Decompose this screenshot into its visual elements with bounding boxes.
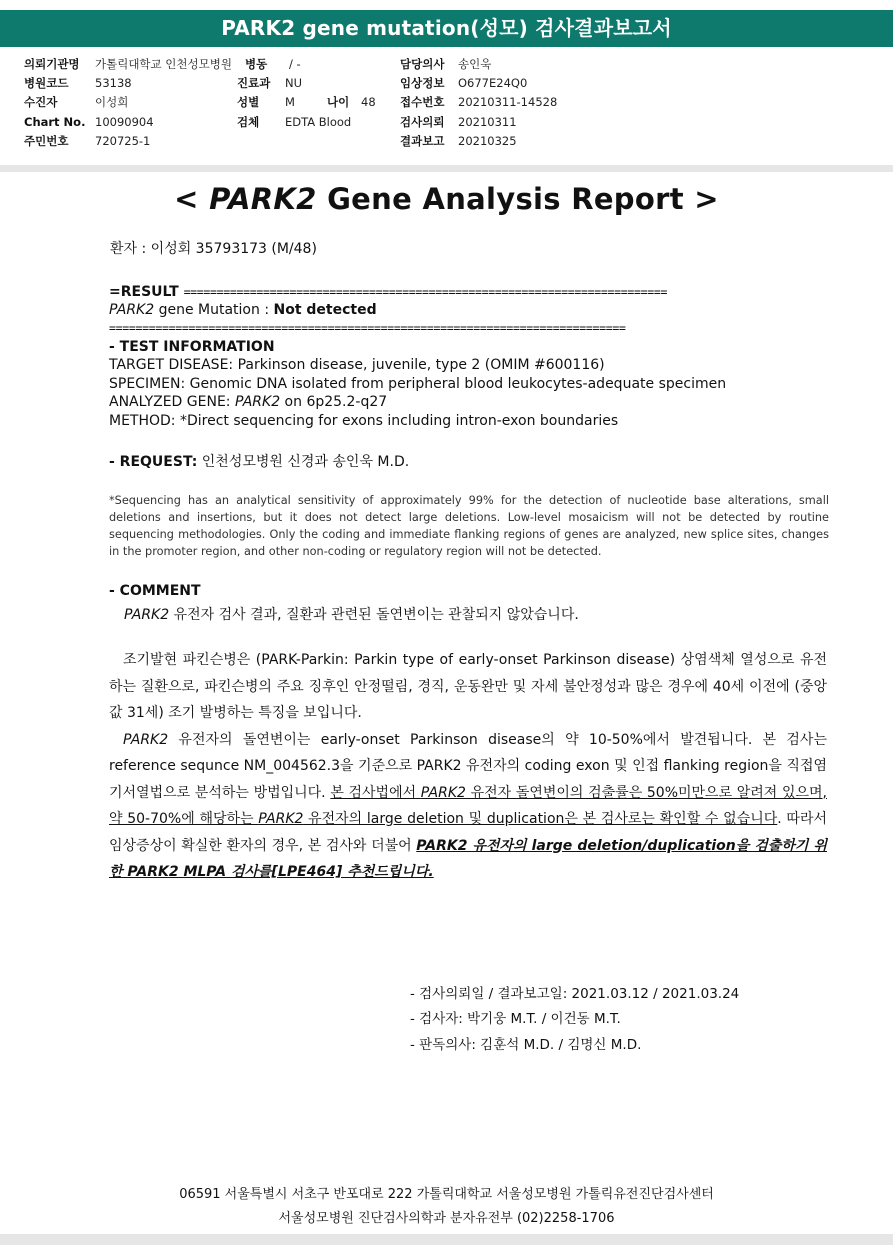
result-gene: PARK2: [109, 302, 155, 318]
value-patient: 이성희: [95, 95, 129, 109]
comment-heading: - COMMENT: [109, 583, 201, 599]
value-report-date: 20210325: [458, 134, 517, 148]
report-heading-prefix: <: [174, 182, 210, 216]
label-report-date: 결과보고: [400, 134, 445, 148]
value-chart-no: 10090904: [95, 115, 154, 129]
request-label: - REQUEST:: [109, 454, 198, 470]
label-receipt-no: 접수번호: [400, 95, 445, 109]
header-row-1: [0, 55, 893, 73]
signature-technicians: - 검사자: 박기웅 M.T. / 이건동 M.T.: [410, 1011, 621, 1027]
value-specimen: EDTA Blood: [285, 115, 352, 129]
para2-underline-1: 본 검사법에서: [330, 784, 421, 801]
value-doctor: 송인욱: [458, 57, 492, 71]
comment-body: [109, 647, 827, 886]
footer-address: 06591 서울특별시 서초구 반포대로 222 가톨릭대학교 서울성모병원 가톨릭유전진단검사센터: [179, 1187, 714, 1202]
label-doctor: 담당의사: [400, 57, 445, 71]
method-line: METHOD: *Direct sequencing for exons including intron-exon boundaries: [109, 413, 619, 429]
analyzed-gene-prefix: ANALYZED GENE:: [109, 394, 235, 410]
para2-underline-gene: PARK2: [420, 784, 466, 801]
comment-summary: [124, 604, 579, 624]
comment-paragraph-2: [109, 727, 827, 886]
value-receipt-no: 20210311-14528: [458, 95, 558, 109]
analyzed-gene-line: [109, 393, 387, 412]
value-sex: M: [285, 95, 295, 109]
label-department: 진료과: [237, 76, 271, 90]
signature-dates: - 검사의뢰일 / 결과보고일: 2021.03.12 / 2021.03.24: [410, 986, 740, 1002]
result-bottom-divider: ==============================================================================: [109, 321, 626, 335]
label-sex: 성별: [237, 95, 260, 109]
report-heading: [0, 182, 893, 216]
header-separator-band: [0, 165, 893, 172]
label-hospital-code: 병원코드: [24, 76, 69, 90]
label-age: 나이: [327, 95, 350, 109]
header-row-3: [0, 93, 893, 111]
para2-recommendation: PARK2 유전자의 large deletion/duplication을 검출하기 위한 PARK2 MLPA 검사를[LPE464] 추천드립니다.: [109, 837, 827, 880]
label-specimen: 검체: [237, 115, 260, 129]
para2-text-b: . 따라서 임상증상이 확실한 환자의 경우, 본 검사와 더불어: [109, 811, 827, 854]
analyzed-gene-suffix: on 6p25.2-q27: [280, 394, 388, 410]
value-department: NU: [285, 76, 303, 90]
header-info: [0, 55, 893, 167]
value-age: 48: [361, 95, 376, 109]
comment-paragraph-1: 조기발현 파킨슨병은 (PARK-Parkin: Parkin type of early-onset Parkinson disease) 상염색체 열성으로 유전하는 질환으로, 파킨슨병의 주요 징후인 안정떨림, 경직, 운동완만 및 자세 불안정성과 많은 경우에 40세 이전에 (중앙값 31세) 조기 발병하는 특징을 보입니다.: [109, 652, 827, 721]
header-row-5: [0, 132, 893, 150]
label-resident-no: 주민번호: [24, 134, 69, 148]
analyzed-gene: PARK2: [234, 394, 281, 410]
sequencing-note: *Sequencing has an analytical sensitivity of approximately 99% for the detection of nucleotide base alterations, small deletions and insertions, but it does not detect large deletions. Low-level mosaicism will not be detected by routine sequencing methodologies. Only the coding and immediate flanking regions of genes are analyzed, new splice sites, changes in the promoter region, and other non-coding or regulatory region will not be detected.: [109, 494, 829, 558]
label-patient: 수진자: [24, 95, 58, 109]
para2-underline-gene-2: PARK2: [258, 811, 304, 827]
header-row-2: [0, 74, 893, 92]
para2-gene: PARK2: [123, 731, 169, 748]
request-value: 인천성모병원 신경과 송인욱 M.D.: [197, 454, 410, 470]
result-label: gene Mutation :: [154, 302, 274, 318]
para2-text-a: 유전자의 돌연변이는 early-onset Parkinson disease의 약 10-50%에서 발견됩니다. 본 검사는 reference sequnce NM_004562.3을 기준으로 PARK2 유전자의 coding exon 및 인접 flanking region을 직접염기서열법으로 분석하는 방법입니다.: [109, 731, 827, 801]
comment-summary-gene: PARK2: [124, 607, 170, 623]
value-request-date: 20210311: [458, 115, 517, 129]
label-requesting-institution: 의뢰기관명: [24, 57, 80, 71]
result-value: Not detected: [273, 302, 377, 318]
para2-underline-2: 유전자 돌연변이의 검출률은 50%미만으로 알려져 있으며, 약 50-70%에 해당하는: [109, 784, 828, 827]
label-clinical-info: 임상정보: [400, 76, 445, 90]
label-chart-no: Chart No.: [24, 115, 86, 129]
label-ward: 병동: [245, 57, 268, 71]
result-line: [109, 301, 377, 320]
report-heading-gene: PARK2: [209, 182, 317, 216]
value-resident-no: 720725-1: [95, 134, 151, 148]
signature-physicians: - 판독의사: 김훈석 M.D. / 김명신 M.D.: [410, 1037, 642, 1053]
footer-department: 서울성모병원 진단검사의학과 분자유전부 (02)2258-1706: [278, 1211, 615, 1226]
target-disease: TARGET DISEASE: Parkinson disease, juvenile, type 2 (OMIM #600116): [109, 357, 605, 373]
comment-summary-text: 유전자 검사 결과, 질환과 관련된 돌연변이는 관찰되지 않았습니다.: [169, 607, 579, 623]
report-heading-suffix: Gene Analysis Report >: [316, 182, 719, 216]
result-divider: =========================================================================: [183, 285, 668, 299]
result-heading: =RESULT: [109, 284, 184, 300]
specimen-line: SPECIMEN: Genomic DNA isolated from peripheral blood leukocytes-adequate specimen: [109, 376, 727, 392]
test-info-heading: - TEST INFORMATION: [109, 339, 275, 355]
header-row-4: [0, 113, 893, 131]
value-requesting-institution: 가톨릭대학교 인천성모병원: [95, 57, 232, 71]
patient-line: 환자 : 이성회 35793173 (M/48): [110, 241, 317, 257]
report-title-bar: PARK2 gene mutation(성모) 검사결과보고서: [0, 10, 893, 47]
footer-band: [0, 1234, 893, 1245]
label-request-date: 검사의뢰: [400, 115, 445, 129]
result-header-line: [109, 283, 667, 302]
value-hospital-code: 53138: [95, 76, 132, 90]
request-line: [109, 453, 409, 472]
para2-underline-3: 유전자의 large deletion 및 duplication은 본 검사로는 확인할 수 없습니다: [303, 811, 778, 827]
value-ward: / -: [289, 57, 301, 71]
value-clinical-info: O677E24Q0: [458, 76, 528, 90]
